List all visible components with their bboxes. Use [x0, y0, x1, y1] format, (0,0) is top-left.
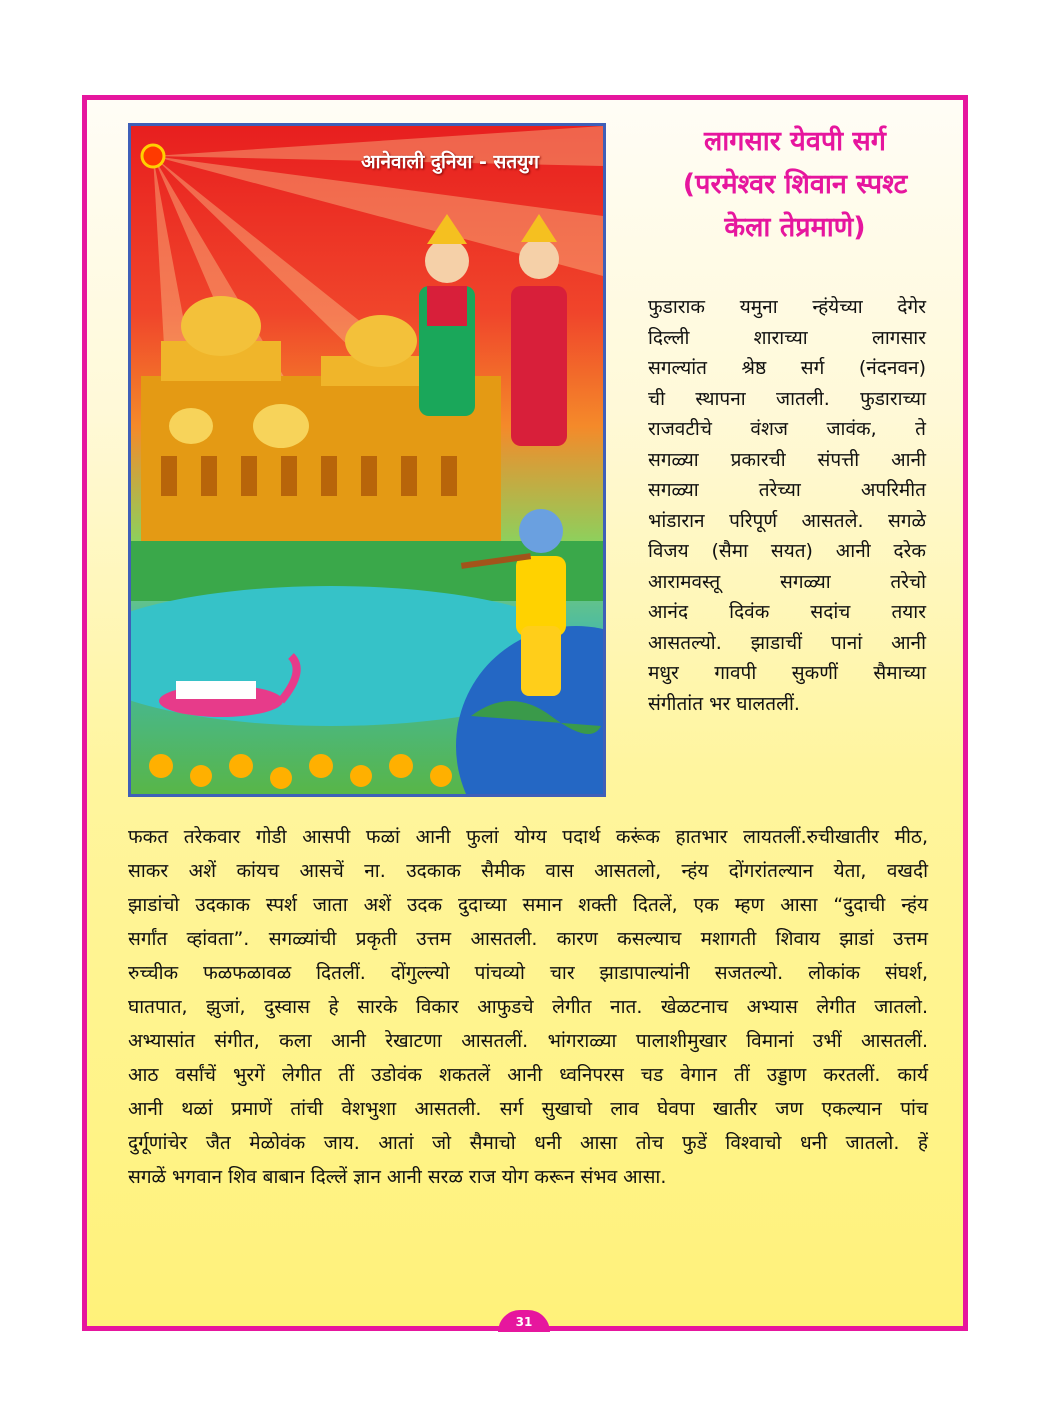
text-line: सर्गांत व्हांवता”. सगळ्यांची प्रकृती उत्तम आसतली. कारण कसल्याच मशागती शिवाय झाडां उत्तम: [128, 928, 928, 950]
text-line: रुच्चीक फळफळावळ दितलीं. दोंगुल्ल्यो पांचव्यो चार झाडापाल्यांनी सजतल्यो. लोकांक संघर्श,: [128, 962, 928, 984]
text-line: घातपात, झुजां, दुस्वास हे सारके विकार आफुडचे लेगीत नात. खेळटनाच अभ्यास लेगीत जातलो.: [128, 996, 928, 1018]
text-line: दिल्ली शाराच्या लागसार: [648, 326, 926, 349]
text-line: फकत तरेकवार गोडी आसपी फळां आनी फुलां योग्य पदार्थ करूंक हातभार लायतलीं.रुचीखातीर मीठ,: [128, 826, 928, 848]
illustration-caption: आनेवाली दुनिया - सतयुग: [361, 151, 539, 173]
deity-left: [419, 214, 475, 416]
side-paragraph: [648, 292, 926, 719]
text-line: फुडाराक यमुना न्हंयेच्या देगेर: [648, 296, 926, 318]
illustration-artwork: [131, 126, 603, 794]
marigold-flowers: [149, 754, 452, 789]
text-line: सगल्यांत श्रेष्ठ सर्ग (नंदनवन): [648, 357, 926, 379]
page-title: [640, 120, 950, 249]
text-line: आठ वर्सांचें भुरगें लेगीत तीं उडोवंक शकतलें आनी ध्वनिपरस चड वेगान तीं उड्डाण करतलीं. कार्य: [128, 1064, 928, 1086]
text-line: झाडांचो उदकाक स्पर्श जाता अशें उदक दुदाच्या समान शक्ती दितलें, एक म्हण आसा “दुदाची न्हंय: [128, 894, 928, 916]
text-line: दुर्गूणांचेर जैत मेळोवंक जाय. आतां जो सैमाचो धनी आसा तोच फुडें विश्वाचो धनी जातलो. हें: [128, 1132, 928, 1154]
satyug-illustration: [128, 123, 606, 797]
text-line: सगळ्या तरेच्या अपरिमीत: [648, 479, 926, 501]
text-line: ची स्थापना जातली. फुडाराच्या: [648, 387, 926, 410]
text-line: साकर अशें कांयच आसचें ना. उदकाक सैमीक वास आसतलो, न्हंय दोंगरांतल्यान येता, वखदी: [128, 860, 928, 882]
title-line: लागसार येवपी सर्ग: [703, 126, 887, 157]
title-line: केला तेप्रमाणे): [724, 212, 866, 243]
text-line: संगीतांत भर घालतलीं.: [648, 692, 800, 715]
text-line: सगळ्या प्रकारची संपत्ती आनी: [648, 448, 926, 471]
text-line: आसतल्यो. झाडाचीं पानां आनी: [648, 631, 926, 654]
text-line: आरामवस्तू सगळ्या तरेचो: [648, 570, 926, 593]
main-paragraph: [128, 820, 928, 1194]
light-point-icon: [142, 145, 164, 167]
text-line: सगळें भगवान शिव बाबान दिल्लें ज्ञान आनी सरळ राज योग करून संभव आसा.: [128, 1166, 667, 1188]
text-line: भांडारान परिपूर्ण आसतले. सगळे: [648, 509, 926, 532]
text-line: विजय (सैमा सयत) आनी दरेक: [648, 540, 926, 562]
text-line: अभ्यासांत संगीत, कला आनी रेखाटणा आसतलीं. भांगराळ्या पालाशीमुखार विमानां उभीं आसतलीं.: [128, 1030, 928, 1052]
text-line: मधुर गावपी सुकणीं सैमाच्या: [648, 662, 926, 684]
title-line: (परमेश्वर शिवान स्पश्ट: [682, 169, 908, 200]
text-line: राजवटीचे वंशज जावंक, ते: [648, 418, 926, 440]
text-line: आनंद दिवंक सदांच तयार: [648, 601, 926, 623]
page-number: 31: [498, 1310, 550, 1332]
text-line: आनी थळां प्रमाणें तांची वेशभुशा आसतली. सर्ग सुखाचो लाव घेवपा खातीर जण एकल्यान पांच: [128, 1098, 928, 1120]
